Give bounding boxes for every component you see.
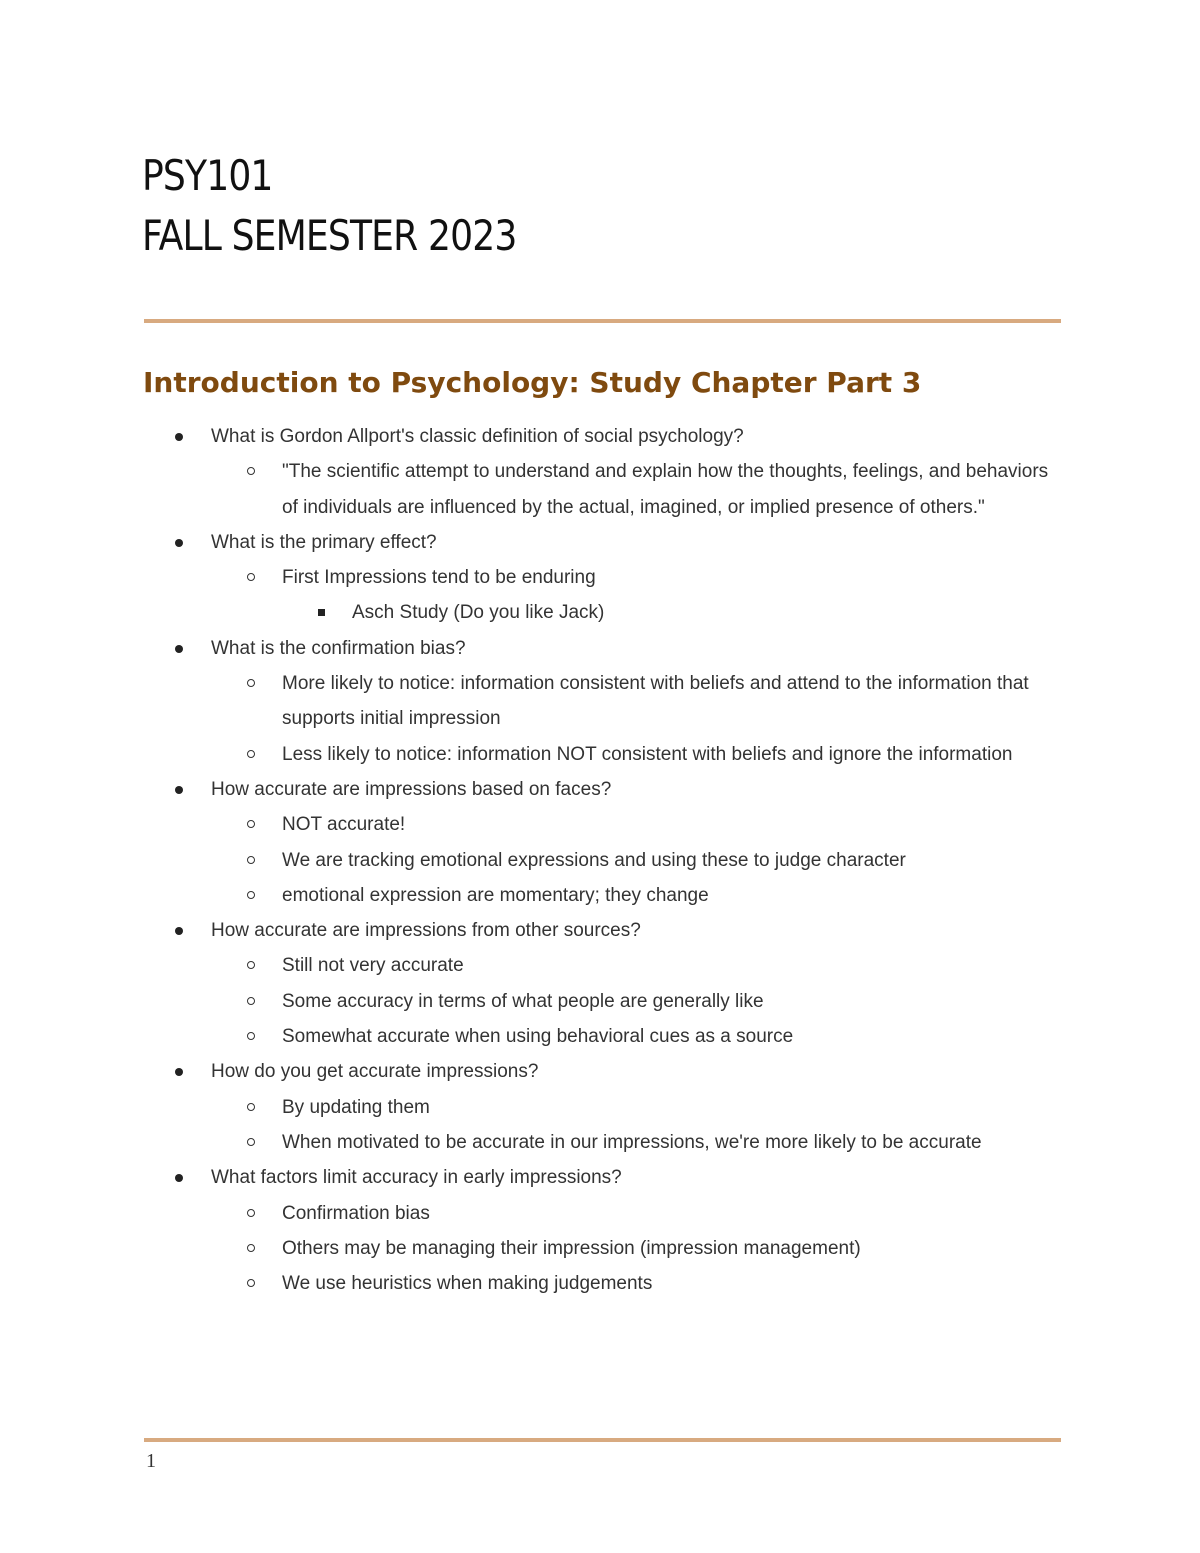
section-heading: Introduction to Psychology: Study Chapter Part 3 (143, 366, 922, 399)
hollow-circle-bullet-icon (247, 997, 255, 1005)
hollow-circle-bullet-icon (247, 679, 255, 687)
answer-item (0, 948, 1200, 983)
list-item-text: What is the confirmation bias? (211, 637, 466, 659)
hollow-circle-bullet-icon (247, 1032, 255, 1040)
list-item-text: emotional expression are momentary; they change (282, 884, 709, 906)
list-item-text: What is Gordon Allport's classic definition of social psychology? (211, 426, 744, 447)
hollow-circle-bullet-icon (247, 467, 255, 475)
course-code: PSY101 (142, 151, 273, 200)
hollow-circle-bullet-icon (247, 1103, 255, 1111)
bottom-divider (144, 1438, 1061, 1442)
answer-item (0, 807, 1200, 842)
filled-bullet-icon (175, 433, 183, 441)
list-item-text: "The scientific attempt to understand and explain how the thoughts, feelings, and behaviors of individuals are influenced by the actual, imagined, or implied presence of others." (282, 461, 1049, 518)
answer-item (0, 1231, 1200, 1266)
list-item-text: Still not very accurate (282, 955, 464, 977)
list-item-text: More likely to notice: information consistent with beliefs and attend to the information that supports initial impression (282, 673, 1029, 730)
hollow-circle-bullet-icon (247, 891, 255, 899)
answer-item (0, 1266, 1200, 1301)
detail-item (0, 595, 1200, 630)
question-item (0, 1160, 1200, 1195)
answer-item (0, 1090, 1200, 1125)
answer-item (0, 1196, 1200, 1231)
list-item-text: Somewhat accurate when using behavioral cues as a source (282, 1026, 794, 1048)
filled-bullet-icon (175, 786, 183, 794)
list-item-text: What factors limit accuracy in early impressions? (211, 1167, 622, 1189)
answer-item (0, 666, 1200, 737)
document-title (142, 146, 516, 266)
square-bullet-icon (318, 609, 325, 616)
question-item (0, 525, 1200, 560)
filled-bullet-icon (175, 539, 183, 547)
list-item-text: NOT accurate! (282, 814, 406, 836)
list-item-text: What is the primary effect? (211, 531, 437, 553)
filled-bullet-icon (175, 645, 183, 653)
answer-item (0, 984, 1200, 1019)
hollow-circle-bullet-icon (247, 1209, 255, 1217)
answer-item (0, 560, 1200, 595)
list-item-text: Confirmation bias (282, 1202, 430, 1224)
filled-bullet-icon (175, 1174, 183, 1182)
filled-bullet-icon (175, 927, 183, 935)
filled-bullet-icon (175, 1068, 183, 1076)
hollow-circle-bullet-icon (247, 856, 255, 864)
question-item (0, 419, 1200, 454)
study-outline (0, 419, 1200, 1301)
list-item-text: First Impressions tend to be enduring (282, 567, 596, 589)
hollow-circle-bullet-icon (247, 1279, 255, 1287)
list-item-text: We use heuristics when making judgements (282, 1273, 653, 1295)
answer-item (0, 878, 1200, 913)
list-item-text: How do you get accurate impressions? (211, 1061, 539, 1083)
list-item-text: Less likely to notice: information NOT consistent with beliefs and ignore the information (282, 743, 1013, 765)
semester-label: FALL SEMESTER 2023 (142, 211, 517, 260)
hollow-circle-bullet-icon (247, 1138, 255, 1146)
question-item (0, 913, 1200, 948)
answer-item (0, 1125, 1200, 1160)
answer-item (0, 1019, 1200, 1054)
list-item-text: How accurate are impressions from other sources? (211, 920, 641, 942)
answer-item (0, 737, 1200, 772)
page-number: 1 (146, 1450, 156, 1472)
hollow-circle-bullet-icon (247, 820, 255, 828)
hollow-circle-bullet-icon (247, 573, 255, 581)
top-divider (144, 319, 1061, 323)
list-item-text: Some accuracy in terms of what people are generally like (282, 990, 764, 1012)
question-item (0, 631, 1200, 666)
answer-item (0, 843, 1200, 878)
list-item-text: By updating them (282, 1096, 430, 1118)
list-item-text: When motivated to be accurate in our impressions, we're more likely to be accurate (282, 1131, 982, 1153)
list-item-text: Asch Study (Do you like Jack) (352, 602, 605, 624)
hollow-circle-bullet-icon (247, 961, 255, 969)
list-item-text: Others may be managing their impression (impression management) (282, 1237, 861, 1259)
question-item (0, 1054, 1200, 1089)
question-item (0, 772, 1200, 807)
list-item-text: We are tracking emotional expressions and using these to judge character (282, 849, 906, 871)
hollow-circle-bullet-icon (247, 1244, 255, 1252)
answer-item (0, 454, 1200, 525)
list-item-text: How accurate are impressions based on faces? (211, 778, 612, 800)
hollow-circle-bullet-icon (247, 750, 255, 758)
